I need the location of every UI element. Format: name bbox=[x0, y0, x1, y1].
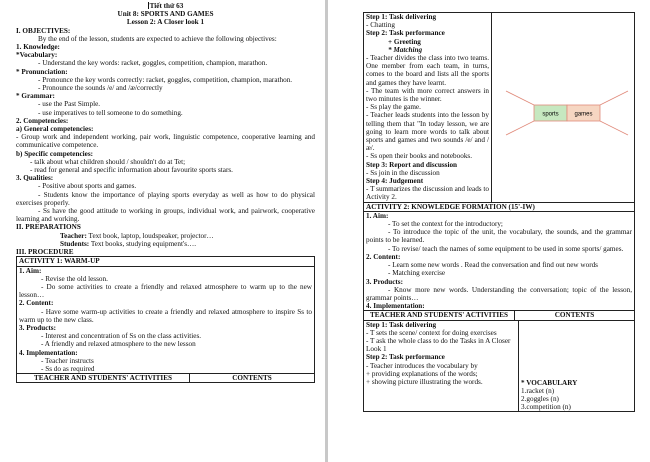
procedure-heading: III. PROCEDURE bbox=[16, 248, 74, 257]
lesson-title: Lesson 2: A Closer look 1 bbox=[126, 18, 205, 27]
teacher-preparation: Teacher: Text book, laptop, loudspeaker, projector… bbox=[60, 231, 214, 240]
vocabulary-list-heading: * VOCABULARY bbox=[521, 378, 578, 387]
activity-1-table bbox=[16, 256, 315, 383]
step-2-heading: Step 2: Task performance bbox=[366, 29, 445, 38]
aim-heading: 1. Aim: bbox=[19, 266, 42, 275]
implementation-heading: 4. Implementation: bbox=[19, 348, 78, 357]
objectives-intro: By the end of the lesson, students are expected to achieve the following objectives: bbox=[38, 34, 277, 43]
step-2-body-4: - Teacher leads students into the lesson by telling them that "In today lesson, we are going to learn more words to talk about sports and games and two sounds /e/ and /æ/. bbox=[366, 111, 489, 153]
vocabulary-item: 3.competition (n) bbox=[521, 403, 571, 412]
content-2-line-2: - Matching exercise bbox=[388, 269, 446, 278]
step-2-body-3: - Ss play the game. bbox=[366, 103, 421, 112]
page-right-content bbox=[363, 12, 635, 412]
aim-2-line-1: - To set the context for the introductory; bbox=[388, 220, 503, 229]
lesson-number: Tiết thứ 63 bbox=[149, 2, 184, 10]
diagram-line bbox=[600, 91, 628, 105]
vocabulary-item: 2.goggles (n) bbox=[521, 394, 559, 403]
general-competencies-heading: a) General competencies: bbox=[16, 125, 94, 134]
content-2-line-1: - Learn some new words . Read the conversation and find out new words bbox=[388, 261, 598, 270]
activities-table-header-2 bbox=[364, 310, 634, 319]
games-label: games bbox=[574, 111, 593, 118]
preparations-heading: II. PREPARATIONS bbox=[16, 223, 81, 232]
b-step-2-line-3: + showing picture illustrating the words. bbox=[366, 377, 483, 386]
b-step-2-line-2: + providing explanations of the words; bbox=[366, 369, 478, 378]
implementation-2-heading: 4. Implementation: bbox=[366, 302, 425, 311]
diagram-line bbox=[506, 121, 534, 135]
specific-competencies-heading: b) Specific competencies: bbox=[16, 149, 94, 158]
header-contents-2: CONTENTS bbox=[554, 311, 595, 320]
step-3-heading: Step 3: Report and discussion bbox=[366, 160, 458, 169]
pronunciation-line-2: - Pronounce the sounds /e/ and /æ/correctly bbox=[38, 84, 163, 93]
products-line-2: - A friendly and relaxed atmosphere to the new lesson bbox=[41, 340, 196, 349]
knowledge-heading: 1. Knowledge: bbox=[16, 43, 60, 52]
general-competencies-line: - Group work and independent working, pair work, linguistic competence, cooperative learning and communicative competence. bbox=[16, 133, 315, 150]
students-preparation: Students: Text books, studying equipment's…. bbox=[60, 239, 197, 248]
diagram-svg bbox=[502, 87, 632, 139]
vocabulary-heading: *Vocabulary: bbox=[16, 51, 58, 60]
step-2-body-5: - Ss open their books and notebooks. bbox=[366, 152, 473, 161]
content-heading: 2. Content: bbox=[19, 299, 54, 308]
step-3-line: - Ss join in the discussion bbox=[366, 168, 440, 177]
teacher-activities-cell bbox=[364, 13, 492, 202]
step-2-matching: * Matching bbox=[388, 45, 423, 54]
sports-games-diagram bbox=[502, 87, 632, 139]
products-heading: 3. Products: bbox=[19, 323, 57, 332]
specific-line-1: - talk about what children should / shouldn't do at Tet; bbox=[30, 157, 186, 166]
competencies-heading: 2. Competencies: bbox=[16, 116, 69, 125]
content-2-heading: 2. Content: bbox=[366, 252, 401, 261]
diagram-line bbox=[506, 91, 534, 105]
qualities-line-3: - Ss have the good attitude to working in groups, individual work, and pairwork, cooperative learning and working. bbox=[16, 207, 315, 224]
text-cursor bbox=[148, 2, 149, 9]
b-step-1-heading: Step 1: Task delivering bbox=[366, 320, 437, 329]
specific-line-2: - read for general and specific information about favourite sports stars. bbox=[30, 166, 233, 175]
b-step-2-heading: Step 2: Task performance bbox=[366, 353, 445, 362]
header-teacher-students-2: TEACHER AND STUDENTS' ACTIVITIES bbox=[364, 311, 515, 319]
products-2-line: - Know more new words. Understanding the conversation; topic of the lesson, grammar points… bbox=[366, 285, 632, 302]
step-1-heading: Step 1: Task delivering bbox=[366, 13, 437, 21]
page-left-content bbox=[16, 2, 315, 383]
grammar-line-2: - use imperatives to tell someone to do something. bbox=[38, 108, 183, 117]
header-teacher-students: TEACHER AND STUDENTS' ACTIVITIES bbox=[17, 374, 190, 382]
implementation-line-1: - Teacher instructs bbox=[41, 356, 94, 365]
contents-cell bbox=[492, 13, 634, 202]
step-4-line: - T summarizes the discussion and leads to Activity 2. bbox=[366, 185, 489, 202]
step-2-body-2: - The team with more correct answers in two minutes is the winner. bbox=[366, 86, 489, 104]
teacher-activities-cell-2 bbox=[364, 321, 519, 412]
objectives-heading: I. OBJECTIVES: bbox=[16, 26, 71, 35]
sports-label: sports bbox=[542, 111, 559, 118]
document-page-right bbox=[328, 0, 650, 462]
aim-line-2: - Do some activities to create a friendly and relaxed atmosphere to warm up to the new lesson… bbox=[19, 282, 312, 300]
grammar-line-1: - use the Past Simple. bbox=[38, 100, 101, 109]
unit-title: Unit 8: SPORTS AND GAMES bbox=[117, 10, 214, 19]
vocabulary-item: 1.racket (n) bbox=[521, 386, 555, 395]
activity-2-row bbox=[364, 320, 634, 412]
qualities-line-2: - Students know the importance of playing sports everyday as well as how to do physical exercises properly. bbox=[16, 190, 315, 207]
diagram-line bbox=[600, 121, 628, 135]
step-2-greeting: + Greeting bbox=[388, 37, 421, 46]
products-2-heading: 3. Products: bbox=[366, 277, 404, 286]
aim-2-line-2: - To introduce the topic of the unit, the vocabulary, the sounds, and the grammar points to be learned. bbox=[366, 228, 632, 245]
contents-cell-2 bbox=[519, 321, 634, 412]
aim-line-1: - Revise the old lesson. bbox=[41, 274, 108, 283]
qualities-heading: 3. Qualities: bbox=[16, 174, 54, 183]
b-step-2-line-1: - Teacher introduces the vocabulary by bbox=[366, 361, 478, 370]
activity-1-continued-row bbox=[364, 13, 634, 202]
activity-1-body bbox=[17, 266, 314, 374]
vocabulary-line: - Understand the key words: racket, goggles, competition, champion, marathon. bbox=[38, 59, 268, 68]
activity-1-heading: ACTIVITY 1: WARM-UP bbox=[19, 257, 100, 266]
aim-2-heading: 1. Aim: bbox=[366, 211, 389, 220]
products-line-1: - Interest and concentration of Ss on the class activities. bbox=[41, 332, 202, 341]
activities-table-header bbox=[17, 373, 314, 382]
step-1-line: - Chatting bbox=[366, 21, 395, 30]
header-contents: CONTENTS bbox=[232, 374, 272, 383]
activity-2-body bbox=[364, 211, 634, 310]
activity-2-heading: ACTIVITY 2: KNOWLEDGE FORMATION (15'-IW) bbox=[364, 202, 634, 211]
activity-1-continued-table bbox=[363, 12, 635, 412]
aim-2-line-3: - To revise/ teach the names of some equipment to be used in some sports/ games. bbox=[388, 244, 624, 253]
content-line: - Have some warm-up activities to create a friendly and relaxed atmosphere to inspire Ss to warm up to the new class. bbox=[19, 307, 312, 324]
b-step-1-line: - T sets the scene/ context for doing exercises bbox=[366, 328, 497, 337]
step-4-heading: Step 4: Judgement bbox=[366, 177, 424, 186]
pronunciation-heading: * Pronunciation: bbox=[16, 67, 68, 76]
qualities-line-1: - Positive about sports and games. bbox=[38, 182, 137, 191]
pronunciation-line-1: - Pronounce the key words correctly: racket, goggles, competition, champion, marathon. bbox=[38, 75, 293, 84]
grammar-heading: * Grammar: bbox=[16, 92, 55, 101]
implementation-line-2: - Ss do as required bbox=[41, 364, 95, 373]
b-step-1-line-2: - T ask the whole class to do the Tasks in A Closer Look 1 bbox=[366, 336, 511, 354]
step-2-body-1: - Teacher divides the class into two teams. One member from each team, in turns, comes to the board and lists all the sports and games they have learnt. bbox=[366, 54, 489, 87]
vocabulary-list bbox=[521, 387, 632, 412]
